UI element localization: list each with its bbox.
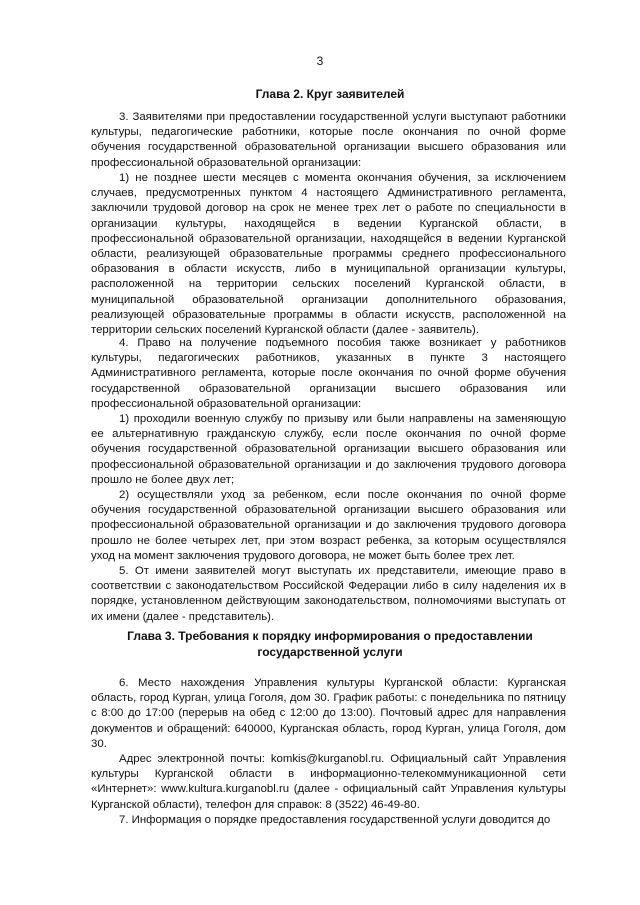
chapter-3-title-line-1: Глава 3. Требования к порядку информирования о предоставлении — [127, 629, 533, 643]
chapter-2-title: Глава 2. Круг заявителей — [255, 87, 405, 101]
paragraph-3-item-1: 1) не позднее шести месяцев с момента окончания обучения, за исключением случаев, предусмотренных пунктом 4 настоящего Административного регламента, заключили трудовой договор на срок не менее трех лет о работе по специальности в организации культуры, находящейся в ведении Курганской области, в профессиональной образовательной организации, находящейся в ведении Курганской области, реализующей образовательные программы среднего профессионального образования в области искусств, либо в муниципальной организации культуры, расположенной на территории сельских поселений Курганской области, в муниципальной образовательной организации дополнительного образования, реализующей образовательные программы в области искусств, расположенной на территории сельских поселений Курганской области (далее - заявитель). — [91, 172, 566, 337]
paragraph-7: 7. Информация о порядке предоставления государственной услуги доводится до — [119, 814, 551, 826]
chapter-3-title-line-2: государственной услуги — [257, 645, 403, 659]
paragraph-4: 4. Право на получение подъемного пособия также возникает у работников культуры, педагогических работников, указанных в пункте 3 настоящего Административного регламента, которые после окончания по очной форме обучения государственной образовательной организации высшего образования или профессиональной образовательной организации: — [91, 337, 566, 410]
paragraph-4-item-1: 1) проходили военную службу по призыву или были направлены на заменяющую ее альтернативную гражданскую службу, если после окончания по очной форме обучения государственной образовательной организации высшего образования или профессиональной образовательной организации и до заключения трудового договора прошло не более двух лет; — [91, 413, 566, 486]
paragraph-6-contacts: Адрес электронной почты: komkis@kurganobl.ru. Официальный сайт Управления культуры Курганской области в информационно-телекоммуникационной сети «Интернет»: www.kultura.kurganobl.ru (далее - официальный сайт Управления культуры Курганской области), телефон для справок: 8 (3522) 46-49-80. — [91, 753, 566, 811]
page-number: 3 — [316, 54, 324, 68]
paragraph-6: 6. Место нахождения Управления культуры Курганской области: Курганская область, город Курган, улица Гоголя, дом 30. График работы: с понедельника по пятницу с 8:00 до 17:00 (перерыв на обед с 12:00 до 13:00). Почтовый адрес для направления документов и обращений: 640000, Курганская область, город Курган, улица Гоголя, дом 30. — [91, 677, 566, 750]
paragraph-5: 5. От имени заявителей могут выступать их представители, имеющие право в соответствии с законодательством Российской Федерации либо в силу наделения их в порядке, установленном действующим законодательством, полномочиями выступать от их имени (далее - представитель). — [91, 565, 566, 623]
paragraph-3: 3. Заявителями при предоставлении государственной услуги выступают работники культуры, педагогические работники, которые после окончания по очной форме обучения государственной образовательной организации высшего образования или профессиональной образовательной организации: — [91, 111, 566, 169]
paragraph-4-item-2: 2) осуществляли уход за ребенком, если после окончания по очной форме обучения государственной образовательной организации высшего образования или профессиональной образовательной организации и до заключения трудового договора прошло не более четырех лет, при этом возраст ребенка, за которым осуществлялся уход на момент заключения трудового договора, не может быть более трех лет. — [91, 489, 566, 562]
